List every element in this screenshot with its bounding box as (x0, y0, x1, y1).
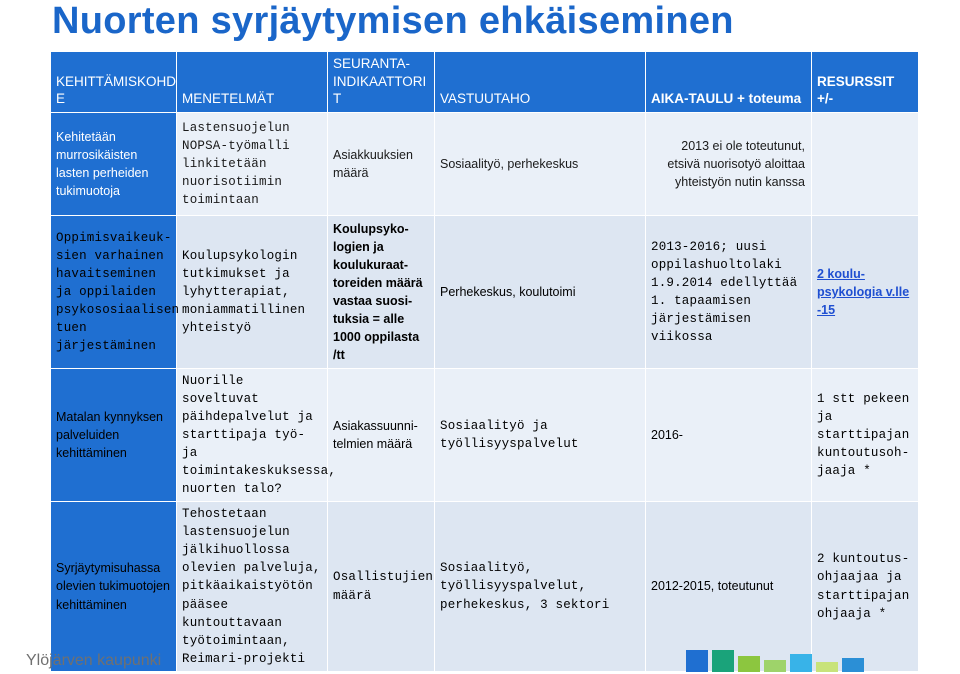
row-target: Syrjäytymisuhassa olevien tukimuotojen kehittäminen (51, 502, 177, 672)
row-responsible: Perhekeskus, koulutoimi (435, 216, 646, 369)
row-schedule: 2012-2015, toteutunut (646, 502, 812, 672)
header-responsible: VASTUUTAHO (435, 52, 646, 113)
header-target: KEHITTÄMISKOHD E (51, 52, 177, 113)
header-resources: RESURSSIT +/- (812, 52, 919, 113)
row-schedule: 2016- (646, 369, 812, 502)
table-row (51, 113, 919, 216)
row-schedule: 2013 ei ole toteutunut, etsivä nuorisotyö aloittaa yhteistyön nutin kanssa (646, 113, 812, 216)
row-resources: 1 stt pekeen ja starttipajan kuntoutusoh-jaaja * (812, 369, 919, 502)
header-schedule: AIKA-TAULU + toteuma (646, 52, 812, 113)
table-row (51, 216, 919, 369)
row-resources[interactable] (812, 216, 919, 369)
table-header-row (51, 52, 919, 113)
header-indicators: SEURANTA-INDIKAATTORI T (328, 52, 435, 113)
row-responsible: Sosiaalityö, työllisyyspalvelut, perhekeskus, 3 sektori (435, 502, 646, 672)
row-resources: 2 kuntoutus-ohjaajaa ja starttipajan ohjaaja * (812, 502, 919, 672)
row-schedule: 2013-2016; uusi oppilashuoltolaki 1.9.2014 edellyttää 1. tapaamisen järjestämisen viikossa (646, 216, 812, 369)
page-title: Nuorten syrjäytymisen ehkäiseminen (52, 0, 734, 42)
table-row (51, 369, 919, 502)
row-target: Oppimisvaikeuk-sien varhainen havaitseminen ja oppilaiden psykososiaalisen tuen järjestäminen (51, 216, 177, 369)
row-method: Tehostetaan lastensuojelun jälkihuollossa olevien palveluja, pitkäaikaistyötön pääsee kuntouttavaan työtoimintaan, Reimari-projekti (177, 502, 328, 672)
row-resources (812, 113, 919, 216)
resources-link[interactable]: 2 koulu-psykologia v.lle -15 (817, 266, 910, 318)
row-target: Matalan kynnyksen palveluiden kehittäminen (51, 369, 177, 502)
header-methods: MENETELMÄT (177, 52, 328, 113)
plan-table (50, 51, 919, 672)
city-logo-icon (686, 636, 876, 672)
row-indicator: Koulupsyko-logien ja koulukuraat-toreiden määrä vastaa suosi-tuksia = alle 1000 oppilasta /tt (328, 216, 435, 369)
row-responsible: Sosiaalityö, perhekeskus (435, 113, 646, 216)
row-indicator: Asiakkuuksien määrä (328, 113, 435, 216)
row-indicator: Asiakassuunni-telmien määrä (328, 369, 435, 502)
row-method: Lastensuojelun NOPSA-työmalli linkitetään nuorisotiimin toimintaan (177, 113, 328, 216)
footer-organization: Ylöjärven kaupunki (26, 652, 162, 669)
row-target: Kehitetään murrosikäisten lasten perheiden tukimuotoja (51, 113, 177, 216)
row-indicator: Osallistujien määrä (328, 502, 435, 672)
row-method: Nuorille soveltuvat päihdepalvelut ja starttipaja työ- ja toimintakeskuksessa, nuorten talo? (177, 369, 328, 502)
row-responsible: Sosiaalityö ja työllisyyspalvelut (435, 369, 646, 502)
row-method: Koulupsykologin tutkimukset ja lyhytterapiat, moniammatillinen yhteistyö (177, 216, 328, 369)
